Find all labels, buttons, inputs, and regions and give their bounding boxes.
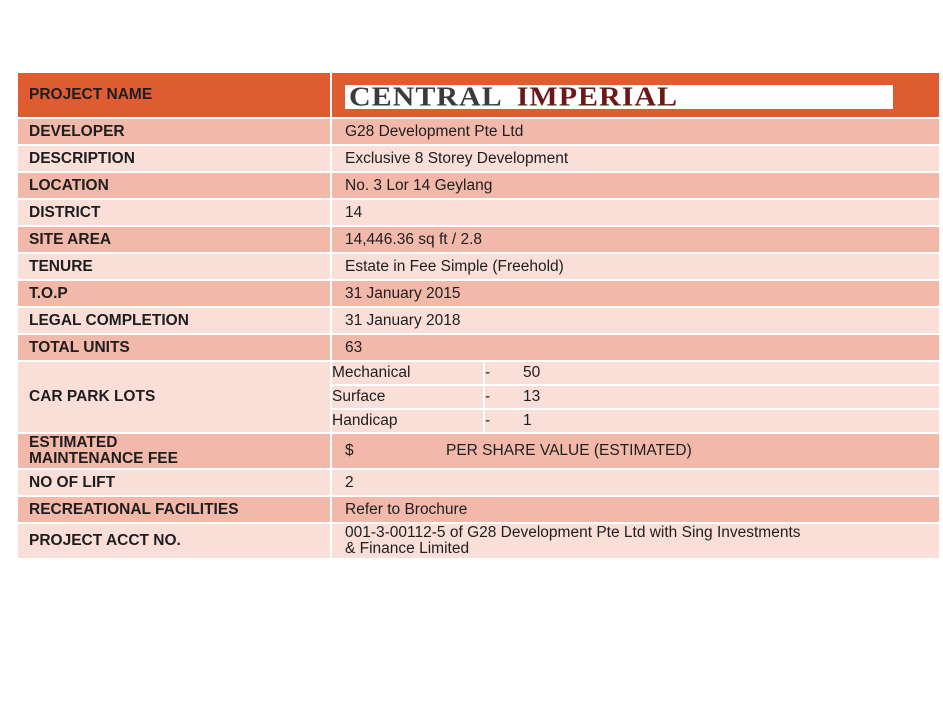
row-label: T.O.P (18, 280, 331, 307)
car-park-breakdown (331, 361, 939, 433)
row-value: 14 (331, 199, 939, 226)
row-value: 31 January 2015 (331, 280, 939, 307)
row-label: RECREATIONAL FACILITIES (18, 496, 331, 523)
car-park-item (332, 362, 939, 385)
car-park-dash: - (485, 412, 491, 429)
row-label: DEVELOPER (18, 118, 331, 145)
project-name-row (18, 73, 939, 118)
top-row (18, 280, 939, 307)
car-park-count: 1 (523, 412, 532, 429)
project-acct-value (331, 523, 939, 559)
logo-word-central: CENTRAL (349, 85, 503, 109)
car-park-dash: - (484, 385, 523, 409)
row-label: DESCRIPTION (18, 145, 331, 172)
row-label: LEGAL COMPLETION (18, 307, 331, 334)
maintenance-label-line1: ESTIMATED (29, 434, 118, 451)
car-park-item (332, 409, 939, 432)
currency-symbol: $ (345, 442, 354, 459)
row-value: 63 (331, 334, 939, 361)
site-area-row (18, 226, 939, 253)
row-label: LOCATION (18, 172, 331, 199)
car-park-type: Mechanical (332, 362, 484, 385)
row-label: PROJECT ACCT NO. (18, 523, 331, 559)
total-units-row (18, 334, 939, 361)
lift-row (18, 469, 939, 496)
row-value: No. 3 Lor 14 Geylang (331, 172, 939, 199)
row-value: 31 January 2018 (331, 307, 939, 334)
project-name-label: PROJECT NAME (18, 73, 331, 118)
location-row (18, 172, 939, 199)
project-details-table (18, 73, 939, 560)
project-acct-row (18, 523, 939, 559)
district-row (18, 199, 939, 226)
maintenance-fee-text: PER SHARE VALUE (ESTIMATED) (446, 442, 692, 459)
row-label: CAR PARK LOTS (18, 361, 331, 433)
row-label: SITE AREA (18, 226, 331, 253)
car-park-count: 50 (523, 362, 939, 385)
project-logo (345, 85, 893, 109)
row-label: TOTAL UNITS (18, 334, 331, 361)
legal-completion-row (18, 307, 939, 334)
car-park-dash: - (484, 362, 523, 385)
row-value: 2 (331, 469, 939, 496)
maintenance-label-line2: MAINTENANCE FEE (29, 450, 178, 467)
acct-line2: & Finance Limited (345, 540, 470, 557)
row-label: TENURE (18, 253, 331, 280)
row-value: Exclusive 8 Storey Development (331, 145, 939, 172)
row-value: Refer to Brochure (331, 496, 939, 523)
car-park-type: Handicap (332, 409, 484, 432)
project-logo-cell (331, 73, 939, 118)
description-row (18, 145, 939, 172)
car-park-table (332, 362, 939, 432)
car-park-type: Surface (332, 385, 484, 409)
row-label: NO OF LIFT (18, 469, 331, 496)
tenure-row (18, 253, 939, 280)
maintenance-fee-value (331, 433, 939, 469)
car-park-item (332, 385, 939, 409)
maintenance-fee-label (18, 433, 331, 469)
maintenance-fee-row (18, 433, 939, 469)
acct-line1: 001-3-00112-5 of G28 Development Pte Ltd with Sing Investments (345, 524, 801, 541)
recreational-facilities-row (18, 496, 939, 523)
row-label: DISTRICT (18, 199, 331, 226)
car-park-count: 13 (523, 385, 939, 409)
logo-word-imperial: IMPERIAL (516, 85, 679, 109)
developer-row (18, 118, 939, 145)
row-value: 14,446.36 sq ft / 2.8 (331, 226, 939, 253)
row-value: G28 Development Pte Ltd (331, 118, 939, 145)
row-value: Estate in Fee Simple (Freehold) (331, 253, 939, 280)
car-park-row (18, 361, 939, 433)
